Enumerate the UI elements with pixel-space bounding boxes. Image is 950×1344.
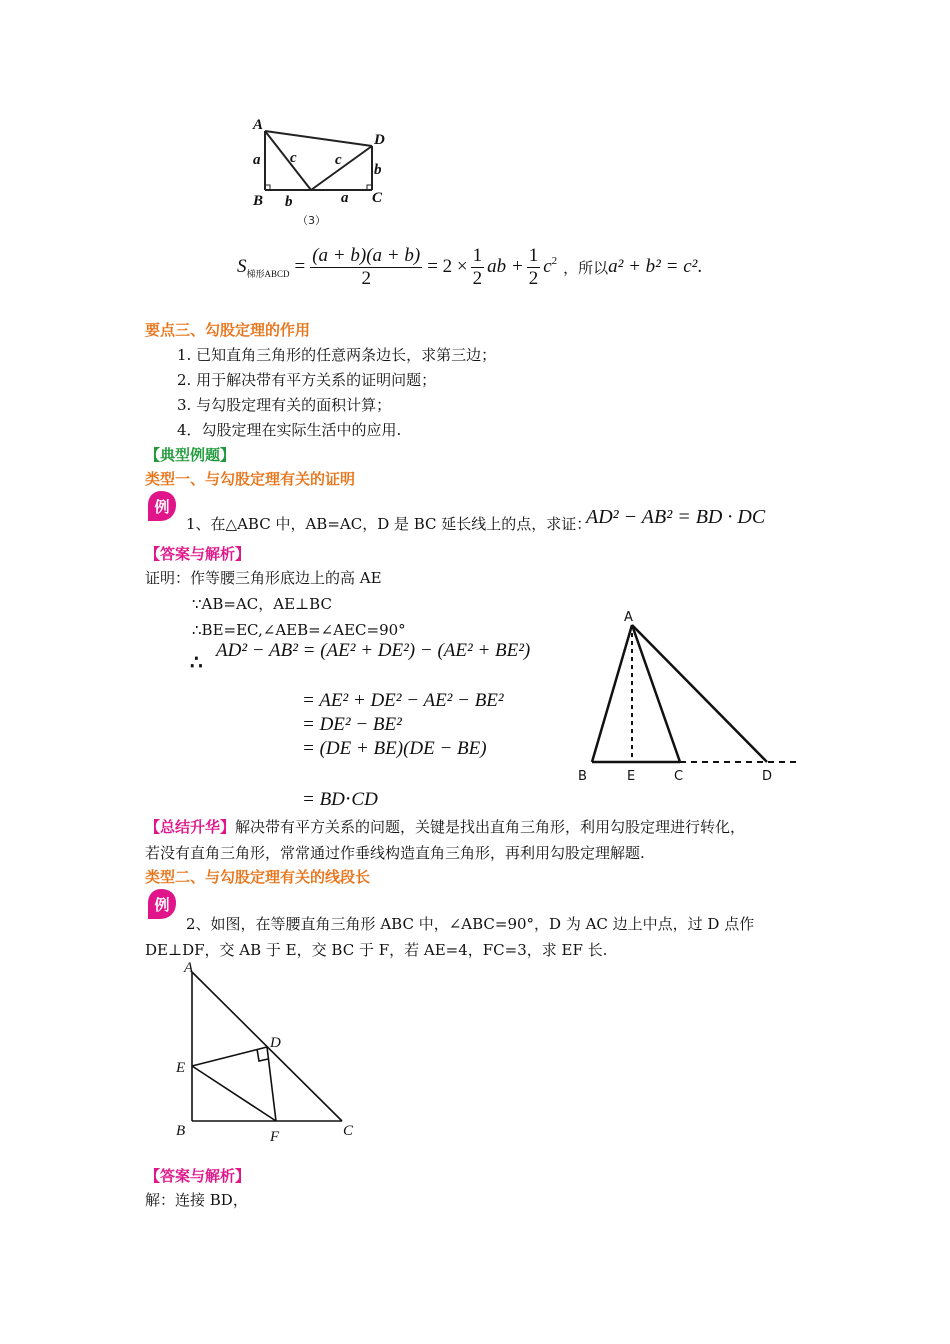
therefore-symbol: ∴: [190, 650, 203, 674]
half-fraction-1: $\frac{1}{2}$: [472, 244, 483, 289]
edge-ae: [265, 131, 311, 190]
right-triangle-figure: [170, 958, 370, 1148]
proof-step-5: = BD⋅CD: [302, 789, 378, 810]
c-squared: $c^2$: [543, 255, 558, 277]
area-subscript: 梯形ABCD: [246, 268, 290, 279]
side-ac: [632, 625, 680, 762]
isosceles-triangle-figure: [570, 605, 810, 790]
main-fraction: $\frac{(a + b)(a + b)}{2}$: [312, 244, 421, 289]
fig1-label-e: E: [627, 769, 636, 784]
type2-title: 类型二、与勾股定理有关的线段长: [145, 868, 371, 886]
example1-problem: 1、在△ABC 中，AB=AC，D 是 BC 延长线上的点，求证：: [186, 515, 592, 533]
label-d-vertex: D: [374, 132, 385, 148]
label-b-vertex: B: [253, 193, 264, 209]
fig2-label-e: E: [176, 1060, 186, 1076]
proof-intro: 证明：作等腰三角形底边上的高 AE: [145, 569, 382, 587]
example2-problem-line-2: DE⊥DF，交 AB 于 E，交 BC 于 F，若 AE=4，FC=3，求 EF 长.: [145, 941, 608, 959]
half-fraction-2: $\frac{1}{2}$: [528, 244, 539, 289]
label-a-base: a: [341, 190, 349, 206]
label-a-side: a: [253, 152, 261, 168]
proof-step-4: = (DE + BE)(DE − BE): [302, 738, 487, 759]
section3-item-3: 3. 与勾股定理有关的面积计算；: [177, 396, 392, 414]
segment-ef: [192, 1066, 276, 1121]
section3-item-1: 1. 已知直角三角形的任意两条边长，求第三边；: [177, 346, 497, 364]
typical-examples-heading: 【典型例题】: [145, 446, 236, 464]
section3-item-4: 4．勾股定理在实际生活中的应用.: [177, 421, 402, 439]
solution-start: 解：连接 BD，: [145, 1191, 248, 1209]
side-ad: [632, 625, 767, 762]
label-c-vertex: C: [372, 190, 383, 206]
example2-problem-line-1: 2、如图，在等腰直角三角形 ABC 中，∠ABC=90°，D 为 AC 边上中点，过 D 点作: [186, 915, 755, 933]
summary-line-2: 若没有直角三角形，常常通过作垂线构造直角三角形，再利用勾股定理解题.: [145, 844, 645, 862]
answer-heading-2: 【答案与解析】: [145, 1167, 251, 1185]
proof-step-2: = AE² + DE² − AE² − BE²: [302, 690, 504, 711]
figure-caption: （3）: [297, 214, 326, 227]
fig2-label-a: A: [184, 960, 194, 976]
section3-title: 要点三、勾股定理的作用: [145, 321, 311, 339]
fig1-label-a: A: [624, 610, 633, 625]
fig2-label-d: D: [270, 1035, 281, 1051]
fig1-label-b: B: [578, 769, 587, 784]
edge-ad: [265, 131, 372, 146]
label-b-side: b: [374, 162, 382, 178]
proof-step-3: = DE² − BE²: [302, 714, 402, 735]
type1-title: 类型一、与勾股定理有关的证明: [145, 470, 356, 488]
svg-text:例: 例: [154, 498, 170, 516]
area-symbol: S: [237, 256, 247, 277]
fig2-label-f: F: [270, 1129, 280, 1145]
svg-text:例: 例: [154, 896, 170, 914]
area-formula: S 梯形ABCD = $\frac{(a + b)(a + b)}{2}$ = 2 × $\frac{1}{2}$ ab + $\frac{1}{2}$ $c^2$ ，所以 a² + b² = c² .: [237, 244, 703, 289]
proof-because: ∵AB=AC，AE⊥BC: [192, 595, 332, 613]
label-a-vertex: A: [253, 117, 264, 133]
label-b-base: b: [285, 194, 293, 210]
fig2-label-b: B: [176, 1123, 186, 1139]
proof-therefore: ∴BE=EC,∠AEB=∠AEC=90°: [192, 621, 406, 639]
fig1-label-c: C: [674, 769, 684, 784]
side-ac: [192, 972, 342, 1121]
side-ab: [592, 625, 632, 762]
example1-problem-math: AD² − AB² = BD · DC: [586, 506, 766, 528]
example-badge-icon: [145, 888, 177, 920]
label-c-side-left: c: [290, 150, 297, 166]
label-c-side-right: c: [335, 152, 342, 168]
answer-heading-1: 【答案与解析】: [145, 545, 251, 563]
trapezoid-figure: [245, 112, 395, 232]
example-badge-icon: [145, 490, 177, 522]
fig2-label-c: C: [343, 1123, 354, 1139]
summary-tag: 【总结升华】: [145, 818, 236, 836]
segment-ed: [192, 1047, 267, 1066]
fig1-label-d: D: [762, 769, 773, 784]
section3-item-2: 2. 用于解决带有平方关系的证明问题；: [177, 371, 437, 389]
right-angle-mark: [257, 1049, 268, 1061]
summary-line-1: 【总结升华】解决带有平方关系的问题，关键是找出直角三角形，利用勾股定理进行转化，: [145, 818, 746, 836]
conclusion-math: a² + b² = c²: [608, 256, 698, 277]
proof-step-1: AD² − AB² = (AE² + DE²) − (AE² + BE²): [216, 640, 531, 661]
segment-df: [267, 1047, 276, 1121]
